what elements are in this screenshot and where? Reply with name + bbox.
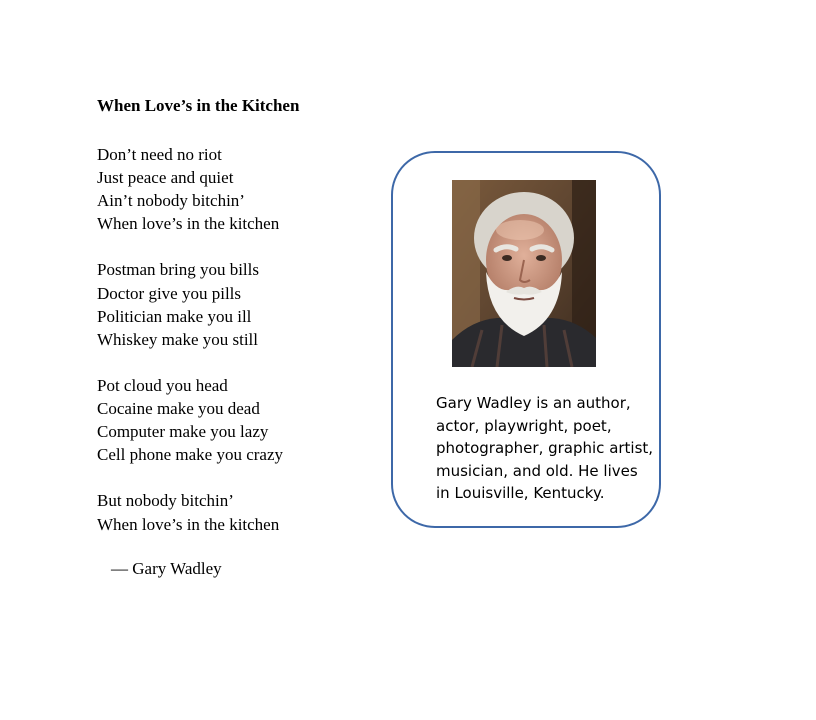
stanza bbox=[97, 374, 283, 466]
author-photo bbox=[452, 180, 596, 367]
stanza bbox=[97, 143, 283, 235]
poem-line: When love’s in the kitchen bbox=[97, 514, 280, 534]
poem-line: Cocaine make you dead bbox=[97, 399, 260, 419]
poem-line: Doctor give you pills bbox=[97, 283, 242, 303]
poem-line: Whiskey make you still bbox=[97, 329, 259, 349]
poem-line: But nobody bitchin’ bbox=[97, 491, 234, 511]
poem-line: Just peace and quiet bbox=[97, 168, 234, 188]
poem-line: Pot cloud you head bbox=[97, 375, 228, 395]
stanza bbox=[97, 489, 283, 535]
poem-title: When Love’s in the Kitchen bbox=[97, 96, 300, 115]
poem-line: Don’t need no riot bbox=[97, 145, 222, 164]
author-bio-text: Gary Wadley is an author, actor, playwright, poet, photographer, graphic artist, musician, and old. He lives in Louisville, Kentucky. bbox=[436, 394, 654, 503]
poem-line: Cell phone make you crazy bbox=[97, 445, 283, 465]
poem-body bbox=[97, 143, 283, 559]
poem-line: Ain’t nobody bitchin’ bbox=[97, 191, 245, 211]
poem-line: Computer make you lazy bbox=[97, 422, 269, 442]
poem-attribution: — Gary Wadley bbox=[111, 559, 222, 578]
stanza bbox=[97, 258, 283, 350]
poem-line: When love’s in the kitchen bbox=[97, 214, 280, 234]
poem-line: Politician make you ill bbox=[97, 306, 252, 326]
poem-line: Postman bring you bills bbox=[97, 260, 259, 280]
